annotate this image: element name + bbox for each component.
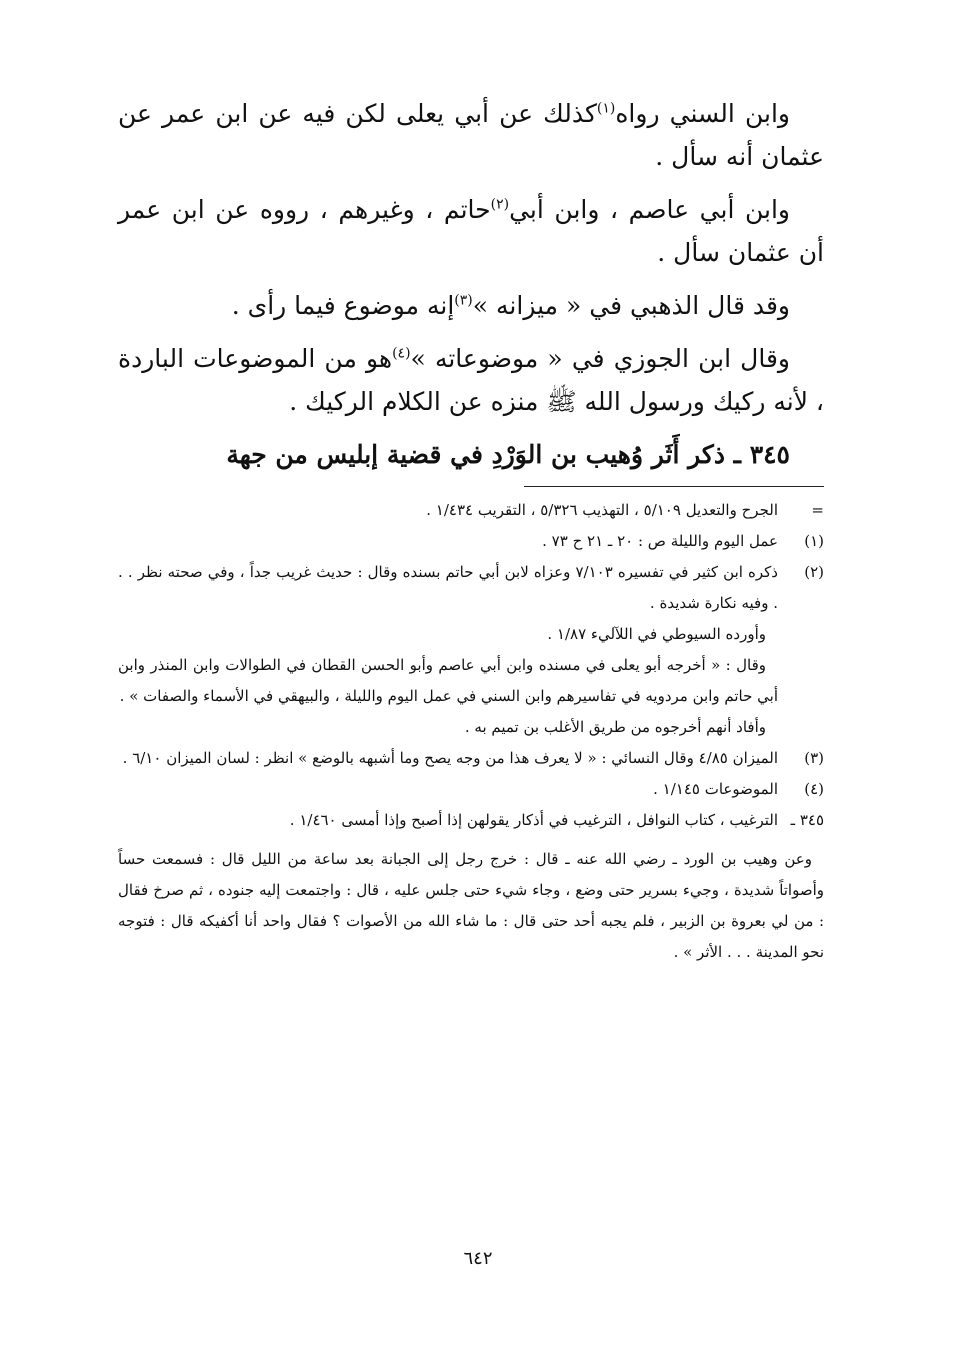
paragraph-2	[118, 188, 824, 274]
paragraph-1-part-b: كذلك عن أبي يعلى لكن فيه عن ابن عمر عن عثمان أنه سأل .	[118, 99, 824, 171]
page-content	[118, 92, 824, 968]
footnote-345	[118, 805, 824, 836]
footnote-text: وأورده السيوطي في اللآليء ١/٨٧ .	[547, 625, 766, 643]
paragraph-3-part-a: وقد قال الذهبي في « ميزانه »	[472, 291, 790, 320]
footnote-divider	[524, 486, 824, 487]
footnote-ref-2[interactable]: (٢)	[490, 196, 510, 213]
footnote-3	[118, 743, 824, 774]
footnote-marker: (٤)	[804, 780, 824, 798]
footnote-4	[118, 774, 824, 805]
footnote-2	[118, 557, 824, 743]
page-number: ٦٤٢	[463, 1248, 493, 1269]
footnote-continued	[118, 495, 824, 526]
footnote-text: الترغيب ، كتاب النوافل ، الترغيب في أذكار يقولهن إذا أصبح وإذا أمسى ١/٤٦٠ .	[289, 811, 778, 829]
footnote-1	[118, 526, 824, 557]
footnote-text: الموضوعات ١/١٤٥ .	[653, 780, 778, 798]
paragraph-2-part-a: وابن أبي عاصم ، وابن أبي	[509, 195, 790, 224]
paragraph-3-part-b: إنه موضوع فيما رأى .	[231, 291, 455, 320]
paragraph-4-part-a: وقال ابن الجوزي في « موضوعاته »	[410, 344, 790, 373]
paragraph-1-part-a: وابن السني رواه	[615, 99, 790, 128]
footnote-ref-4[interactable]: (٤)	[392, 345, 411, 362]
footnote-marker: =	[811, 501, 824, 519]
footnote-text: ذكره ابن كثير في تفسيره ٧/١٠٣ وعزاه لابن أبي حاتم بسنده وقال : حديث غريب جداً ، وفي صحته نظر . . . وفيه نكارة شديدة .	[118, 563, 778, 612]
section-heading: ٣٤٥ ـ ذكر أَثَر وُهيب بن الوَرْدِ في قضية إبليس من جهة	[226, 440, 790, 469]
footnotes	[118, 495, 824, 836]
paragraph-3	[118, 284, 824, 327]
footnote-marker: (٢)	[804, 563, 824, 581]
hadith-text: وعن وهيب بن الورد ـ رضي الله عنه ـ قال : خرج رجل إلى الجبانة بعد ساعة من الليل قال : فسمعت حساً وأصواتاً شديدة ، وجيء بسرير حتى وضع ، وجاء شيء حتى جلس عليه ، قال : واجتمعت إليه جنوده ، ثم صرخ فقال : من لي بعروة بن الزبير ، فلم يجبه أحد حتى قال : ما شاء الله من الأصوات ؟ فقال واحد أنا أكفيكه قال : فتوجه نحو المدينة . . . الأثر » .	[118, 850, 824, 961]
footnote-text: وقال : « أخرجه أبو يعلى في مسنده وابن أبي عاصم وأبو الحسن القطان في الطوالات وابن المنذر وابن أبي حاتم وابن مردويه في تفاسيرهم وابن السني في عمل اليوم والليلة ، والبيهقي في الأسماء والصفات » .	[118, 656, 778, 705]
paragraph-2-part-b: حاتم ، وغيرهم ، رووه عن ابن عمر أن عثمان سأل .	[118, 195, 824, 267]
main-text	[118, 92, 824, 476]
footnote-ref-1[interactable]: (١)	[596, 100, 616, 117]
footnote-marker: (١)	[804, 532, 824, 550]
paragraph-1	[118, 92, 824, 178]
footnote-text: عمل اليوم والليلة ص : ٢٠ ـ ٢١ ح ٧٣ .	[542, 532, 778, 550]
footnote-marker: (٣)	[804, 749, 824, 767]
paragraph-4-part-b: هو من الموضوعات الباردة ، لأنه ركيك ورسول الله ﷺ منزه عن الكلام الركيك .	[118, 344, 824, 416]
footnote-marker: ٣٤٥ ـ	[790, 811, 824, 829]
hadith-text-block	[118, 844, 824, 968]
footnote-text: الميزان ٤/٨٥ وقال النسائي : « لا يعرف هذا من وجه يصح وما أشبهه بالوضع » انظر : لسان الميزان ٦/١٠ .	[122, 749, 778, 767]
paragraph-4	[118, 337, 824, 423]
footnote-ref-3[interactable]: (٣)	[454, 292, 473, 309]
footnote-text: وأفاد أنهم أخرجوه من طريق الأغلب بن تميم به .	[464, 718, 766, 736]
footnote-text: الجرح والتعديل ٥/١٠٩ ، التهذيب ٥/٣٢٦ ، التقريب ١/٤٣٤ .	[426, 501, 778, 519]
